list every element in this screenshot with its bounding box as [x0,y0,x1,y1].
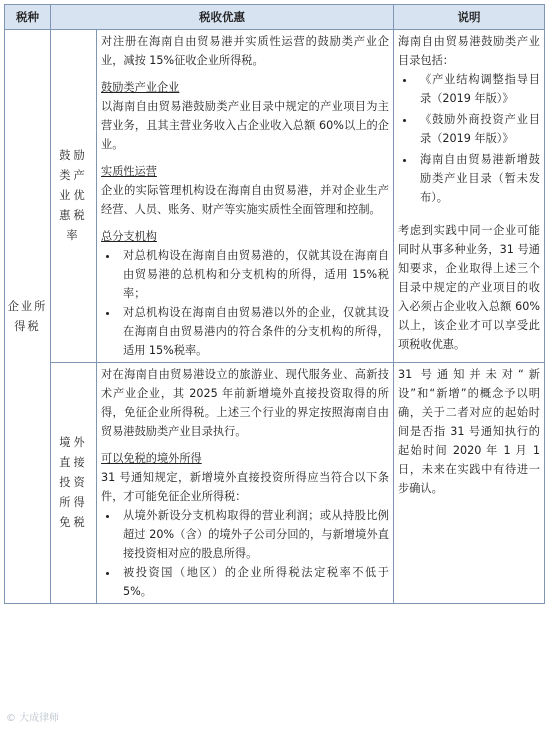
list-item: • 《鼓励外商投资产业目录（2019 年版）》 [416,110,540,148]
directory-list [398,70,540,207]
list-item: • 海南自由贸易港新增鼓励类产业目录（暂未发布）。 [416,150,540,207]
table-row [5,30,545,363]
section-heading: 鼓励类产业企业 [101,81,180,94]
incentive-cell [97,30,394,363]
section-heading: 实质性运营 [101,165,157,178]
header-notes: 说明 [394,5,545,30]
notes-cell [394,30,545,363]
tax-incentive-table [4,4,545,604]
category-cell: 企业所得税 [5,30,51,604]
header-incentive: 税收优惠 [51,5,394,30]
section-text: 31 号通知规定，新增境外直接投资所得应当符合以下条件，才可能免征企业所得税： [101,471,389,503]
section-text: 以海南自由贸易港鼓励类产业目录中规定的产业项目为主营业务，且其主营业务收入占企业收入总额 60%以上的企业。 [101,100,389,151]
subcategory-cell: 鼓励类产业优惠税率 [51,30,97,363]
table-row [5,363,545,604]
table-header-row [5,5,545,30]
note-text: 考虑到实践中同一企业可能同时从事多种业务，31 号通知要求，企业取得上述三个目录中规定的产业项目的收入必须占企业收入总额 60%以上，该企业才可以享受此项税收优惠。 [398,224,540,351]
note-text: 31 号通知并未对“新设”和“新增”的概念予以明确，关于二者对应的起始时间是否指 31 号通知执行的起始时间 2020 年 1 月 1 日，未来在实践中有待进一步确认。 [398,368,540,495]
section-heading: 总分支机构 [101,230,157,243]
note-intro: 海南自由贸易港鼓励类产业目录包括： [398,35,540,67]
list-item: • 对总机构设在海南自由贸易港的，仅就其设在海南自由贸易港的总机构和分支机构的所得，适用 15%税率； [119,246,389,303]
list-item: • 被投资国（地区）的企业所得税法定税率不低于 5%。 [119,563,389,601]
incentive-intro: 对注册在海南自由贸易港并实质性运营的鼓励类产业企业，减按 15%征收企业所得税。 [101,35,389,67]
incentive-cell [97,363,394,604]
watermark-logo: © 大成律师 [6,713,60,724]
subcategory-cell: 境外直接投资所得免税 [51,363,97,604]
section-heading: 可以免税的境外所得 [101,452,202,465]
list-item: • 《产业结构调整指导目录（2019 年版）》 [416,70,540,108]
conditions-list [101,506,389,601]
list-item: • 从境外新设分支机构取得的营业利润；或从持股比例超过 20%（含）的境外子公司分回的，与新增境外直接投资相对应的股息所得。 [119,506,389,563]
list-item: • 对总机构设在海南自由贸易港以外的企业，仅就其设在海南自由贸易港内的符合条件的分支机构的所得，适用 15%税率。 [119,303,389,360]
branch-list [101,246,389,360]
header-tax-type: 税种 [5,5,51,30]
incentive-intro: 对在海南自由贸易港设立的旅游业、现代服务业、高新技术产业企业，其 2025 年前新增境外直接投资取得的所得，免征企业所得税。上述三个行业的界定按照海南自由贸易港鼓励类产业目录执行。 [101,368,389,438]
notes-cell [394,363,545,604]
section-text: 企业的实际管理机构设在海南自由贸易港，并对企业生产经营、人员、账务、财产等实施实质性全面管理和控制。 [101,184,389,216]
